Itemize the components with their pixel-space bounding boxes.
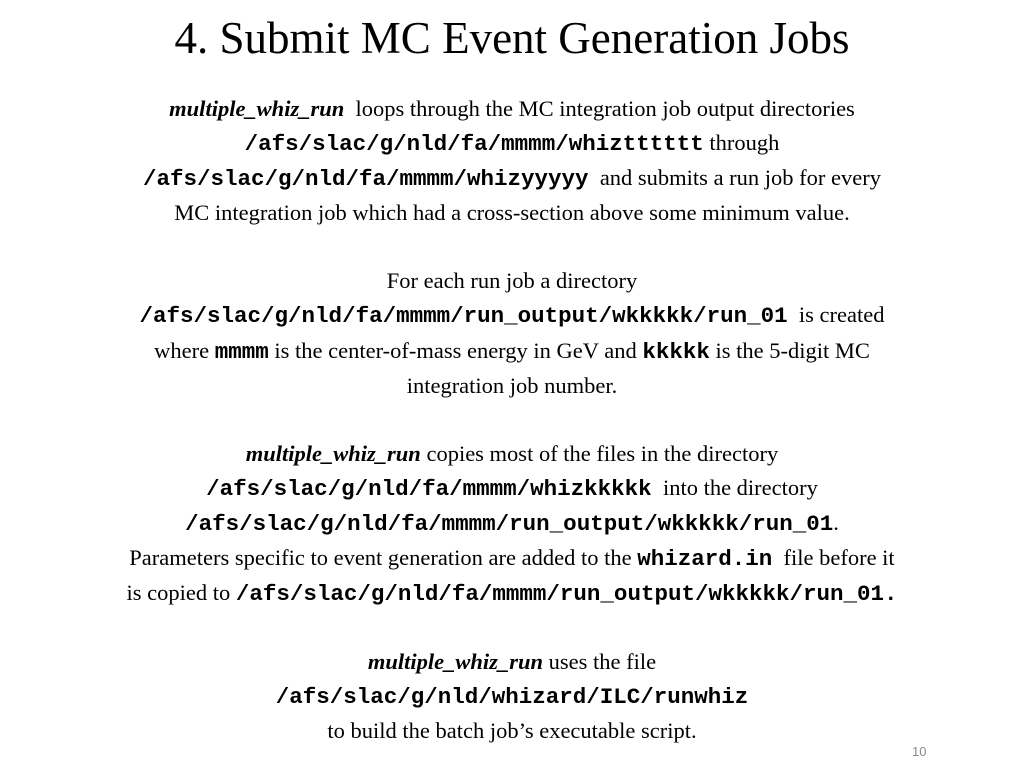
path-code: /afs/slac/g/nld/fa/mmmm/run_output/wkkkkk/run_01.	[235, 581, 898, 608]
text-line	[10, 679, 1014, 714]
text-line	[10, 714, 1014, 748]
text-run: integration job number.	[406, 372, 618, 398]
text-run: For each run job a directory	[386, 268, 638, 294]
text-line	[10, 126, 1014, 161]
path-code: kkkkk	[642, 338, 710, 365]
slide-body	[10, 92, 1014, 749]
text-run: is the 5-digit MC	[709, 337, 870, 363]
text-line	[10, 92, 1014, 126]
text-run: copies most of the files in the directory	[420, 440, 779, 466]
text-line	[10, 471, 1014, 506]
text-line	[10, 161, 1014, 196]
paragraph-spacer	[10, 611, 1014, 645]
text-line	[10, 576, 1014, 611]
text-line	[10, 506, 1014, 541]
paragraph-1	[10, 92, 1014, 230]
paragraph-2	[10, 264, 1014, 402]
path-code: /afs/slac/g/nld/fa/mmmm/whiztttttt	[244, 131, 704, 158]
text-run: uses the file	[542, 649, 657, 675]
path-code: /afs/slac/g/nld/fa/mmmm/run_output/wkkkkk/run_01	[139, 303, 788, 330]
path-code: whizard.in	[637, 546, 773, 573]
text-run: is the center-of-mass energy in GeV and	[268, 337, 643, 363]
command-name: multiple_whiz_run	[245, 440, 421, 466]
text-line	[10, 334, 1014, 369]
command-name: multiple_whiz_run	[367, 649, 543, 675]
text-line	[10, 645, 1014, 679]
page-number: 10	[912, 744, 927, 759]
paragraph-3	[10, 437, 1014, 611]
path-code: /afs/slac/g/nld/whizard/ILC/runwhiz	[275, 684, 749, 711]
text-run: file before it	[772, 545, 895, 571]
text-line	[10, 196, 1014, 230]
path-code: mmmm	[214, 338, 269, 365]
text-line	[10, 437, 1014, 471]
text-run: where	[154, 337, 215, 363]
paragraph-spacer	[10, 403, 1014, 437]
paragraph-4	[10, 645, 1014, 748]
text-run: to build the batch job’s executable script.	[327, 718, 697, 744]
text-run: is copied to	[126, 580, 236, 606]
text-run: through	[703, 130, 780, 156]
paragraph-spacer	[10, 230, 1014, 264]
text-run: and submits a run job for every	[588, 165, 881, 191]
text-run: loops through the MC integration job output directories	[344, 96, 855, 121]
command-name: multiple_whiz_run	[169, 96, 345, 121]
path-code: /afs/slac/g/nld/fa/mmmm/whizyyyyy	[142, 166, 589, 193]
text-run: MC integration job which had a cross-section above some minimum value.	[174, 200, 850, 226]
text-run: is created	[787, 302, 885, 328]
slide-title: 4. Submit MC Event Generation Jobs	[174, 13, 850, 63]
text-line	[10, 541, 1014, 576]
path-code: /afs/slac/g/nld/fa/mmmm/run_output/wkkkkk/run_01	[185, 510, 834, 537]
text-line	[10, 264, 1014, 298]
path-code: /afs/slac/g/nld/fa/mmmm/whizkkkkk	[206, 475, 652, 502]
text-run: into the directory	[651, 474, 818, 500]
text-line	[10, 369, 1014, 403]
text-run: .	[833, 509, 839, 535]
text-run: Parameters specific to event generation are added to the	[129, 545, 638, 571]
text-line	[10, 298, 1014, 333]
